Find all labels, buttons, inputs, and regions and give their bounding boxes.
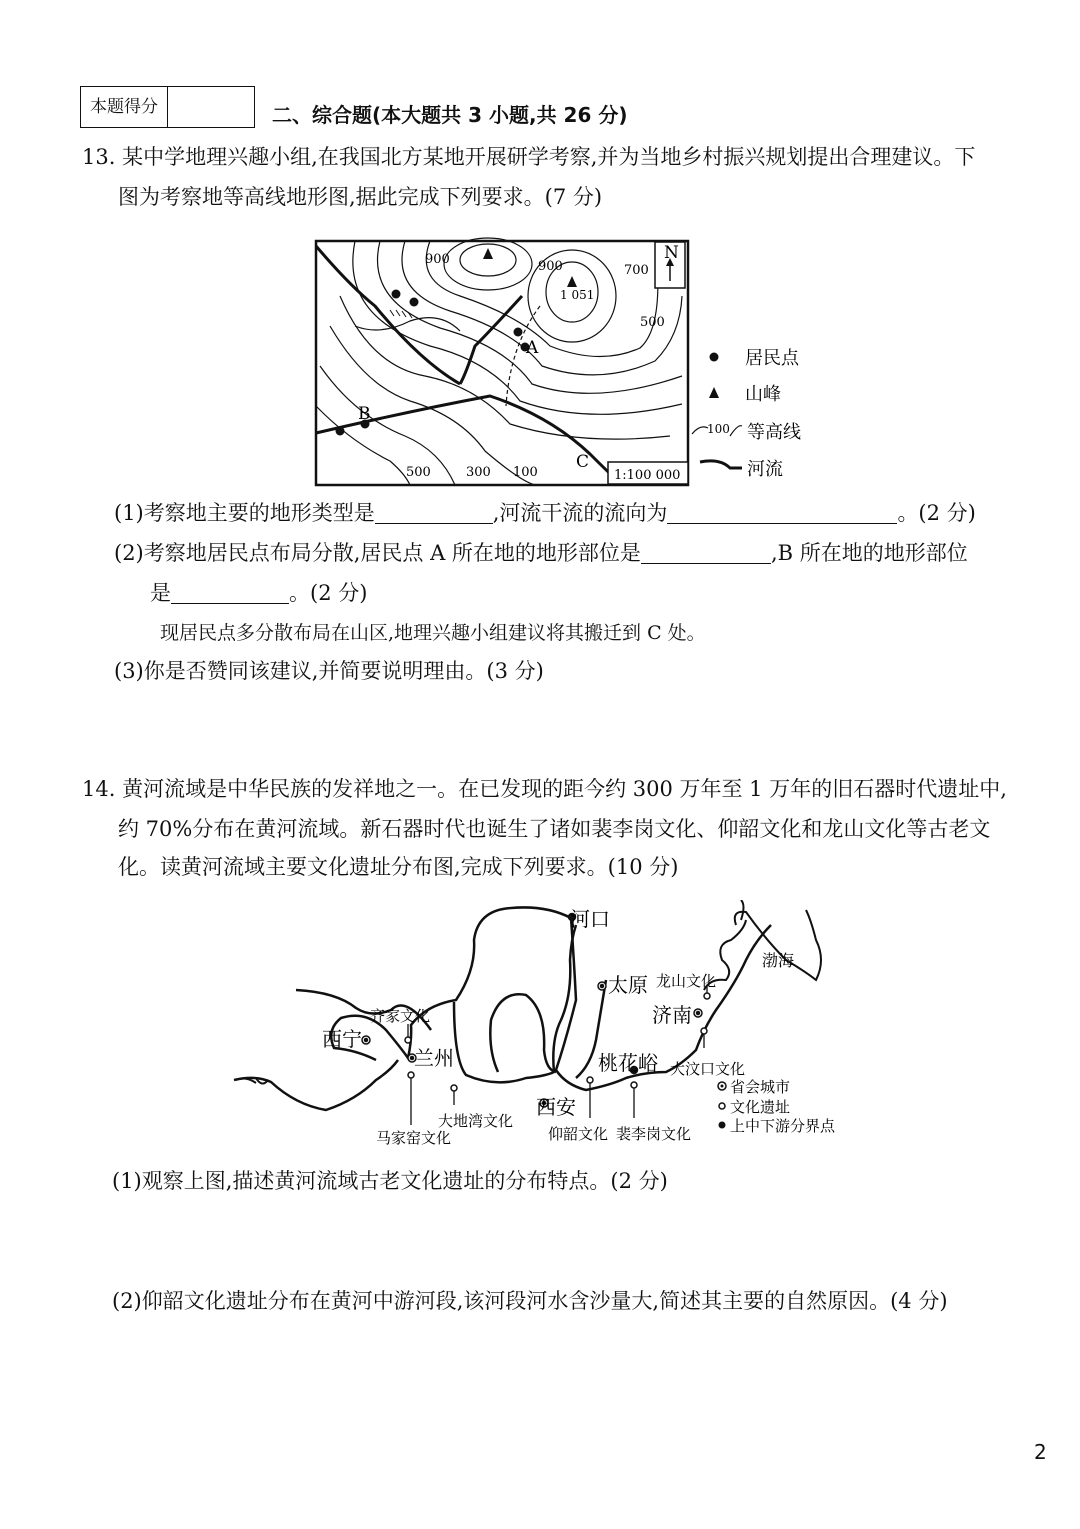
q13-sub2-cont: 是 。(2 分) bbox=[150, 581, 368, 605]
place-label: 大地湾文化 bbox=[438, 1112, 514, 1130]
place-label: 仰韶文化 bbox=[548, 1125, 609, 1143]
q13-sub3: (3)你是否赞同该建议,并简要说明理由。(3 分) bbox=[114, 659, 544, 683]
page-number: 2 bbox=[1034, 1440, 1047, 1464]
point-c-label: C bbox=[576, 452, 590, 472]
legend-settlement: 居民点 bbox=[745, 348, 799, 369]
q14-line1: 14. 黄河流域是中华民族的发祥地之一。在已发现的距今约 300 万年至 1 万年的旧石器时代遗址中, bbox=[82, 777, 1007, 801]
section-title: 二、综合题(本大题共 3 小题,共 26 分) bbox=[272, 103, 628, 127]
peak-elevation: 1 051 bbox=[560, 288, 595, 302]
q13-line2: 图为考察地等高线地形图,据此完成下列要求。(7 分) bbox=[118, 185, 603, 209]
contour-label: 700 bbox=[624, 263, 649, 278]
contour-label: 100 bbox=[513, 465, 538, 480]
place-label: 齐家文化 bbox=[370, 1007, 431, 1025]
place-label: 西安 bbox=[536, 1095, 576, 1119]
legend-contour: 等高线 bbox=[747, 422, 801, 443]
contour-label: 500 bbox=[406, 465, 431, 480]
place-label: 裴李岗文化 bbox=[616, 1125, 692, 1143]
q13-line1: 13. 某中学地理兴趣小组,在我国北方某地开展研学考察,并为当地乡村振兴规划提出合理建议。下 bbox=[82, 145, 976, 169]
place-label: 龙山文化 bbox=[656, 972, 717, 990]
contour-map bbox=[310, 236, 830, 496]
legend-boundary: 上中下游分界点 bbox=[730, 1117, 836, 1135]
score-box bbox=[80, 86, 255, 128]
place-label: 桃花峪 bbox=[598, 1051, 658, 1075]
point-b-label: B bbox=[358, 404, 371, 424]
legend-contour-value: 100 bbox=[707, 422, 730, 436]
contour-label: 900 bbox=[425, 252, 450, 267]
legend-river: 河流 bbox=[747, 459, 783, 480]
place-label: 大汶口文化 bbox=[670, 1060, 746, 1078]
score-box-label: 本题得分 bbox=[81, 87, 168, 127]
q13-note: 现居民点多分散布局在山区,地理兴趣小组建议将其搬迁到 C 处。 bbox=[160, 622, 706, 644]
place-label: 渤海 bbox=[762, 951, 795, 970]
legend-capital: 省会城市 bbox=[730, 1078, 791, 1096]
q14-line3: 化。读黄河流域主要文化遗址分布图,完成下列要求。(10 分) bbox=[118, 855, 679, 879]
yellow-river-map bbox=[226, 900, 866, 1160]
q14-sub1: (1)观察上图,描述黄河流域古老文化遗址的分布特点。(2 分) bbox=[112, 1169, 668, 1193]
place-label: 兰州 bbox=[414, 1046, 454, 1070]
contour-label: 500 bbox=[640, 315, 665, 330]
place-label: 济南 bbox=[652, 1003, 692, 1027]
place-label: 河口 bbox=[570, 907, 610, 931]
place-label: 太原 bbox=[608, 973, 648, 997]
place-label: 马家窑文化 bbox=[376, 1129, 452, 1147]
legend-site: 文化遗址 bbox=[730, 1098, 791, 1116]
place-label: 西宁 bbox=[322, 1027, 362, 1051]
q14-line2: 约 70%分布在黄河流域。新石器时代也诞生了诸如裴李岗文化、仰韶文化和龙山文化等古老文 bbox=[118, 817, 991, 841]
q13-sub2: (2)考察地居民点布局分散,居民点 A 所在地的地形部位是 ,B 所在地的地形部位 bbox=[114, 541, 968, 565]
contour-label: 900 bbox=[538, 259, 563, 274]
contour-label: 300 bbox=[466, 465, 491, 480]
q13-sub1: (1)考察地主要的地形类型是 ,河流干流的流向为 。(2 分) bbox=[114, 501, 976, 525]
north-label: N bbox=[664, 243, 679, 263]
q14-sub2: (2)仰韶文化遗址分布在黄河中游河段,该河段河水含沙量大,简述其主要的自然原因。(4 分) bbox=[112, 1289, 948, 1313]
point-a-label: A bbox=[526, 338, 539, 358]
scale-label: 1:100 000 bbox=[614, 468, 681, 483]
legend-peak: 山峰 bbox=[745, 384, 781, 405]
